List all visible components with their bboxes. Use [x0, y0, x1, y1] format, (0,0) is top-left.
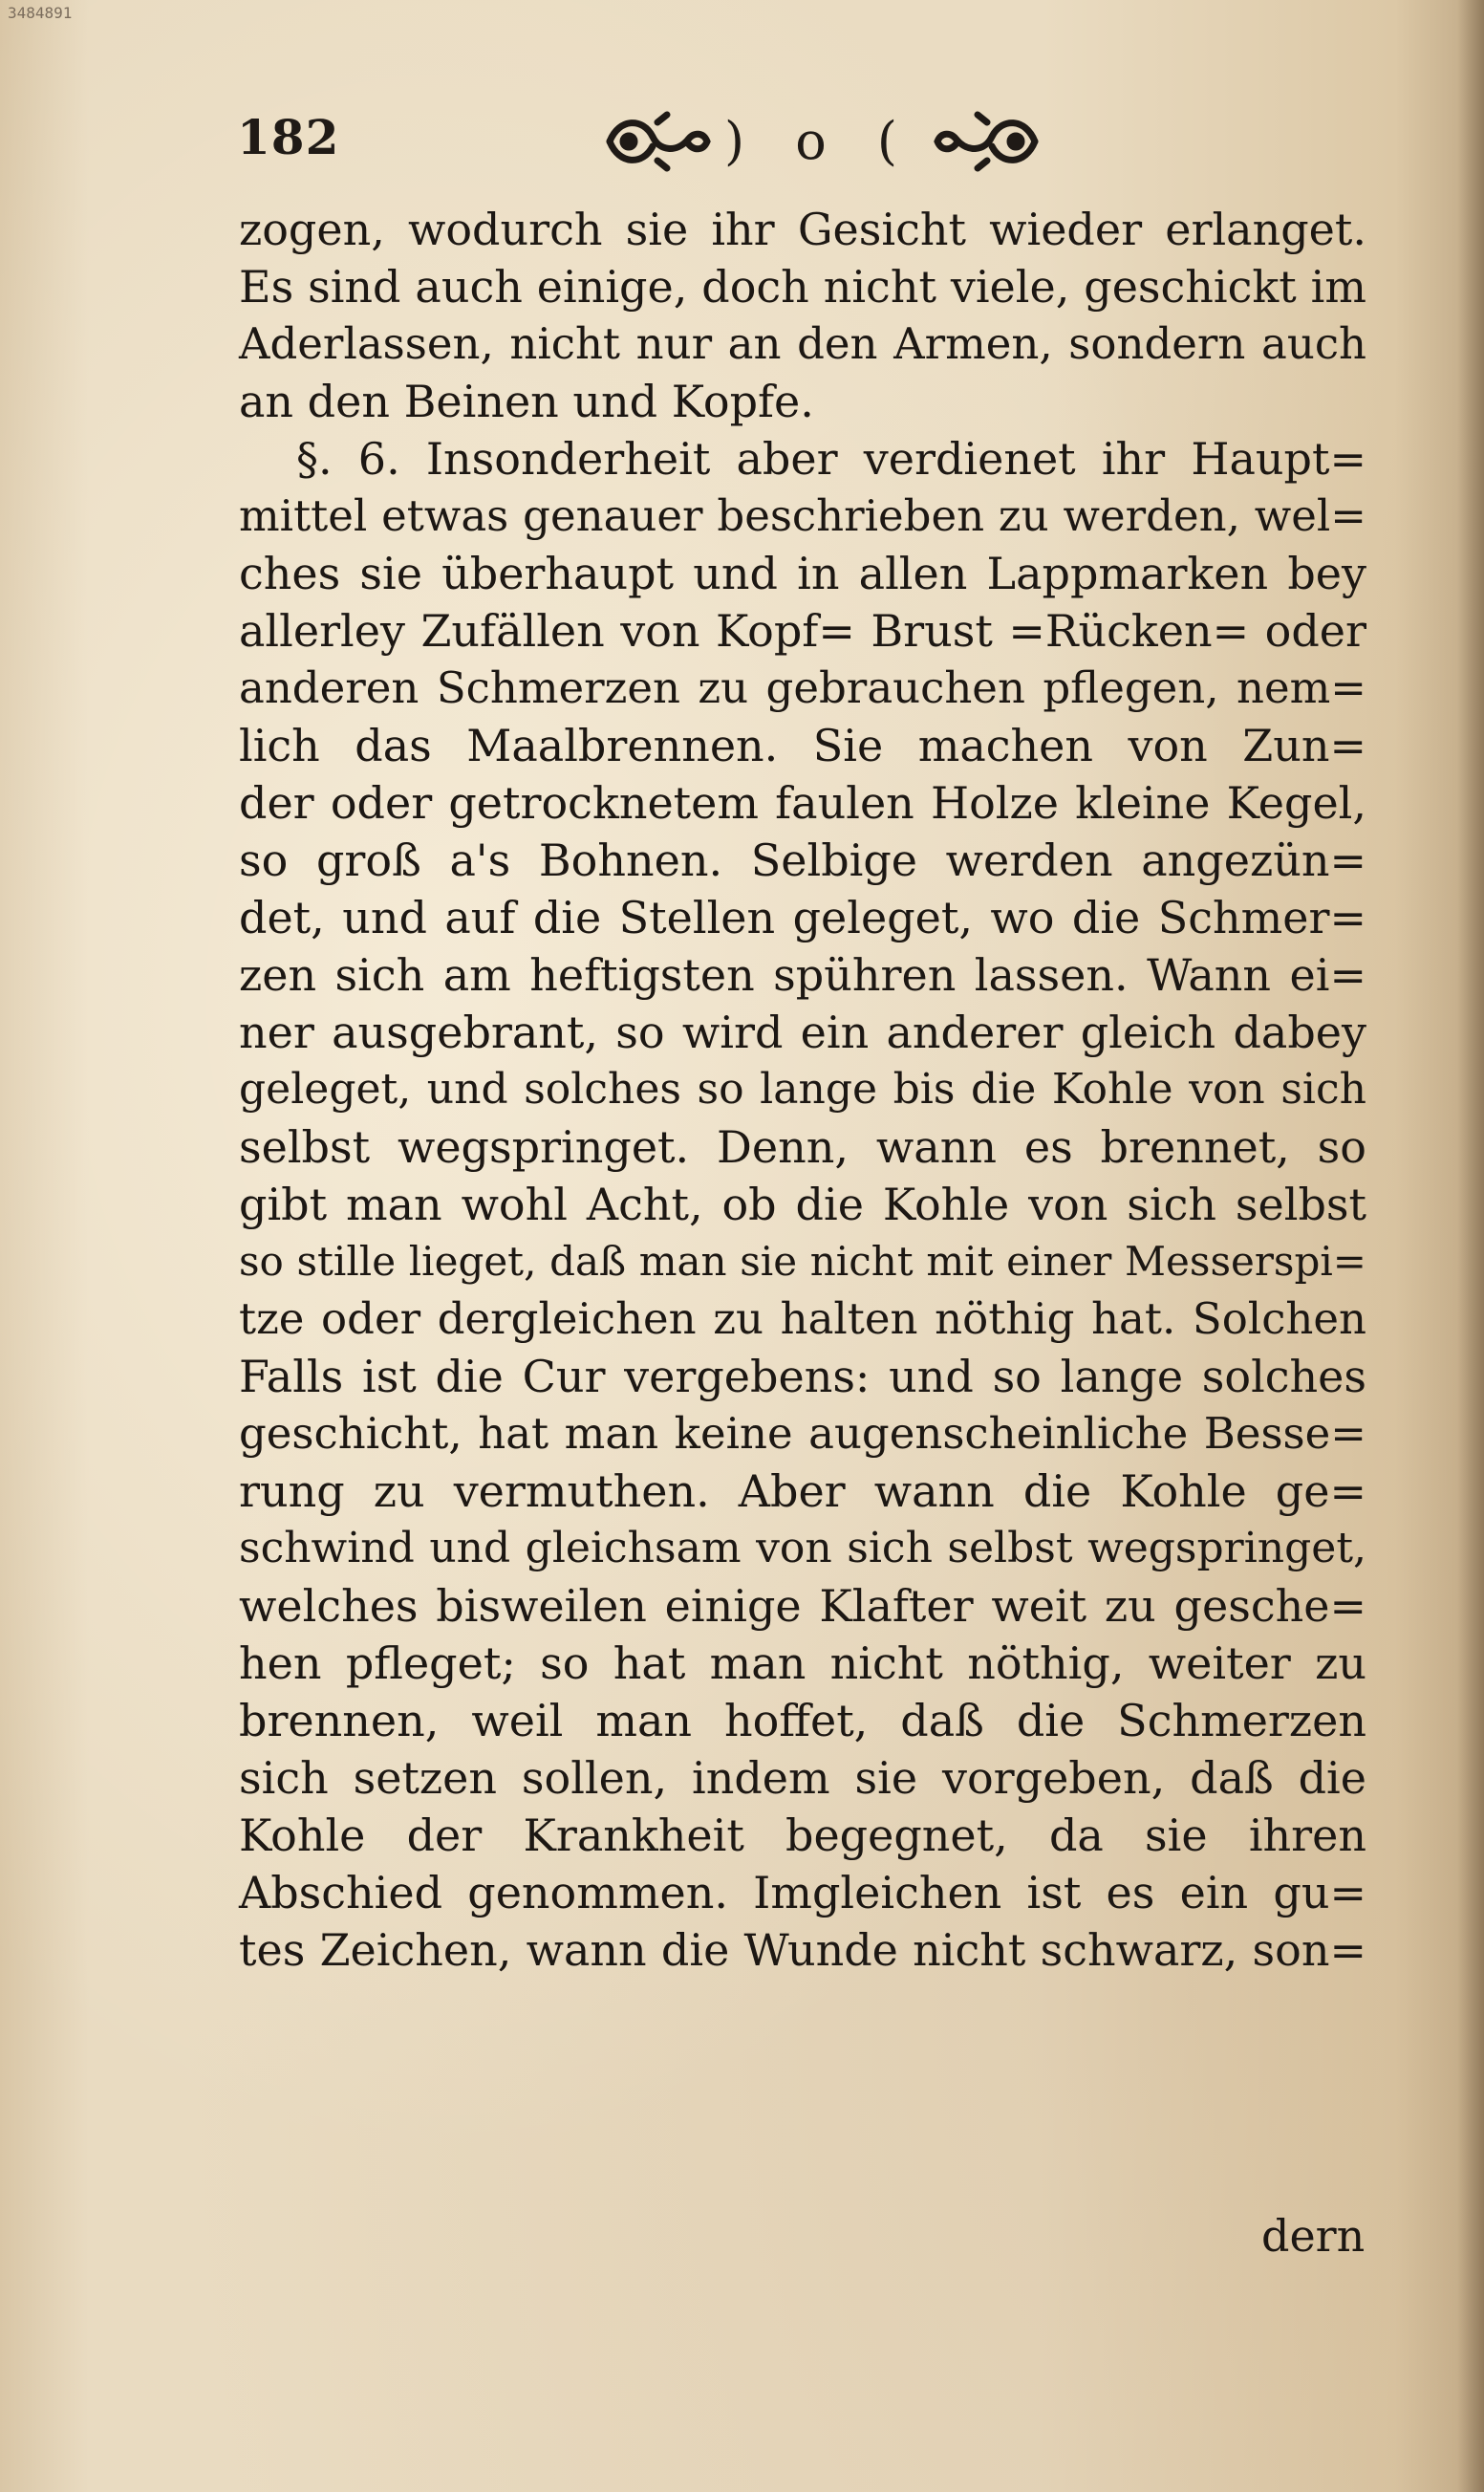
page-header — [237, 103, 1365, 180]
text-line: Aderlassen, nicht nur an den Armen, sondern auch — [239, 318, 1366, 369]
text-line: schwind und gleichsam von sich selbst wegspringet, — [239, 1524, 1366, 1572]
text-line: Kohle der Krankheit begegnet, da sie ihren — [239, 1809, 1366, 1861]
text-line: allerley Zufällen von Kopf= Brust =Rücken= oder — [239, 605, 1366, 657]
text-line: lich das Maalbrennen. Sie machen von Zun= — [239, 720, 1366, 771]
text-line: ner ausgebrant, so wird ein anderer gleich dabey — [239, 1007, 1366, 1058]
page-number: 182 — [237, 109, 340, 165]
text-line: geleget, und solches so lange bis die Kohle von sich — [239, 1065, 1366, 1114]
text-line: selbst wegspringet. Denn, wann es brennet, so — [239, 1121, 1366, 1173]
text-line: zogen, wodurch sie ihr Gesicht wieder erlanget. — [239, 204, 1366, 255]
text-line: tes Zeichen, wann die Wunde nicht schwarz, son= — [239, 1924, 1366, 1976]
text-line: Es sind auch einige, doch nicht viele, geschickt im — [239, 261, 1366, 313]
catchword: dern — [1261, 2210, 1366, 2262]
text-line: welches bisweilen einige Klafter weit zu gesche= — [239, 1580, 1366, 1632]
text-line: brennen, weil man hoffet, daß die Schmerzen — [239, 1695, 1366, 1746]
text-line: anderen Schmerzen zu gebrauchen pflegen, nem= — [239, 662, 1366, 713]
text-line: so groß a's Bohnen. Selbige werden angezün= — [239, 834, 1366, 886]
left-flourish-icon — [600, 103, 715, 180]
text-line: gibt man wohl Acht, ob die Kohle von sich selbst — [239, 1179, 1366, 1230]
text-line: det, und auf die Stellen geleget, wo die Schmer= — [239, 892, 1366, 943]
body-text — [239, 201, 1366, 1979]
text-line: ches sie überhaupt und in allen Lappmarken bey — [239, 548, 1366, 599]
text-line: geschicht, hat man keine augenscheinliche Besse= — [239, 1408, 1366, 1459]
text-line: an den Beinen und Kopfe. — [239, 376, 814, 427]
ornament-text: ) o ( — [724, 111, 914, 171]
page-edge-shadow — [1457, 0, 1484, 2492]
text-line: mittel etwas genauer beschrieben zu werden, wel= — [239, 490, 1366, 541]
catalog-id: 3484891 — [8, 4, 73, 22]
text-line: tze oder dergleichen zu halten nöthig hat. Solchen — [239, 1293, 1366, 1344]
right-flourish-icon — [930, 103, 1044, 180]
text-line: hen pfleget; so hat man nicht nöthig, weiter zu — [239, 1637, 1366, 1689]
text-line: zen sich am heftigsten spühren lassen. Wann ei= — [239, 949, 1366, 1001]
text-line: Falls ist die Cur vergebens: und so lange solches — [239, 1351, 1366, 1402]
header-ornament — [600, 103, 1059, 180]
text-line: so stille lieget, daß man sie nicht mit einer Messerspi= — [239, 1238, 1366, 1285]
paragraph-start-line: §. 6. Insonderheit aber verdienet ihr Haupt= — [296, 433, 1366, 485]
text-line: sich setzen sollen, indem sie vorgeben, daß die — [239, 1752, 1366, 1804]
text-line: der oder getrocknetem faulen Holze kleine Kegel, — [239, 777, 1366, 829]
text-line: rung zu vermuthen. Aber wann die Kohle ge= — [239, 1465, 1366, 1517]
text-line: Abschied genommen. Imgleichen ist es ein gu= — [239, 1867, 1366, 1918]
